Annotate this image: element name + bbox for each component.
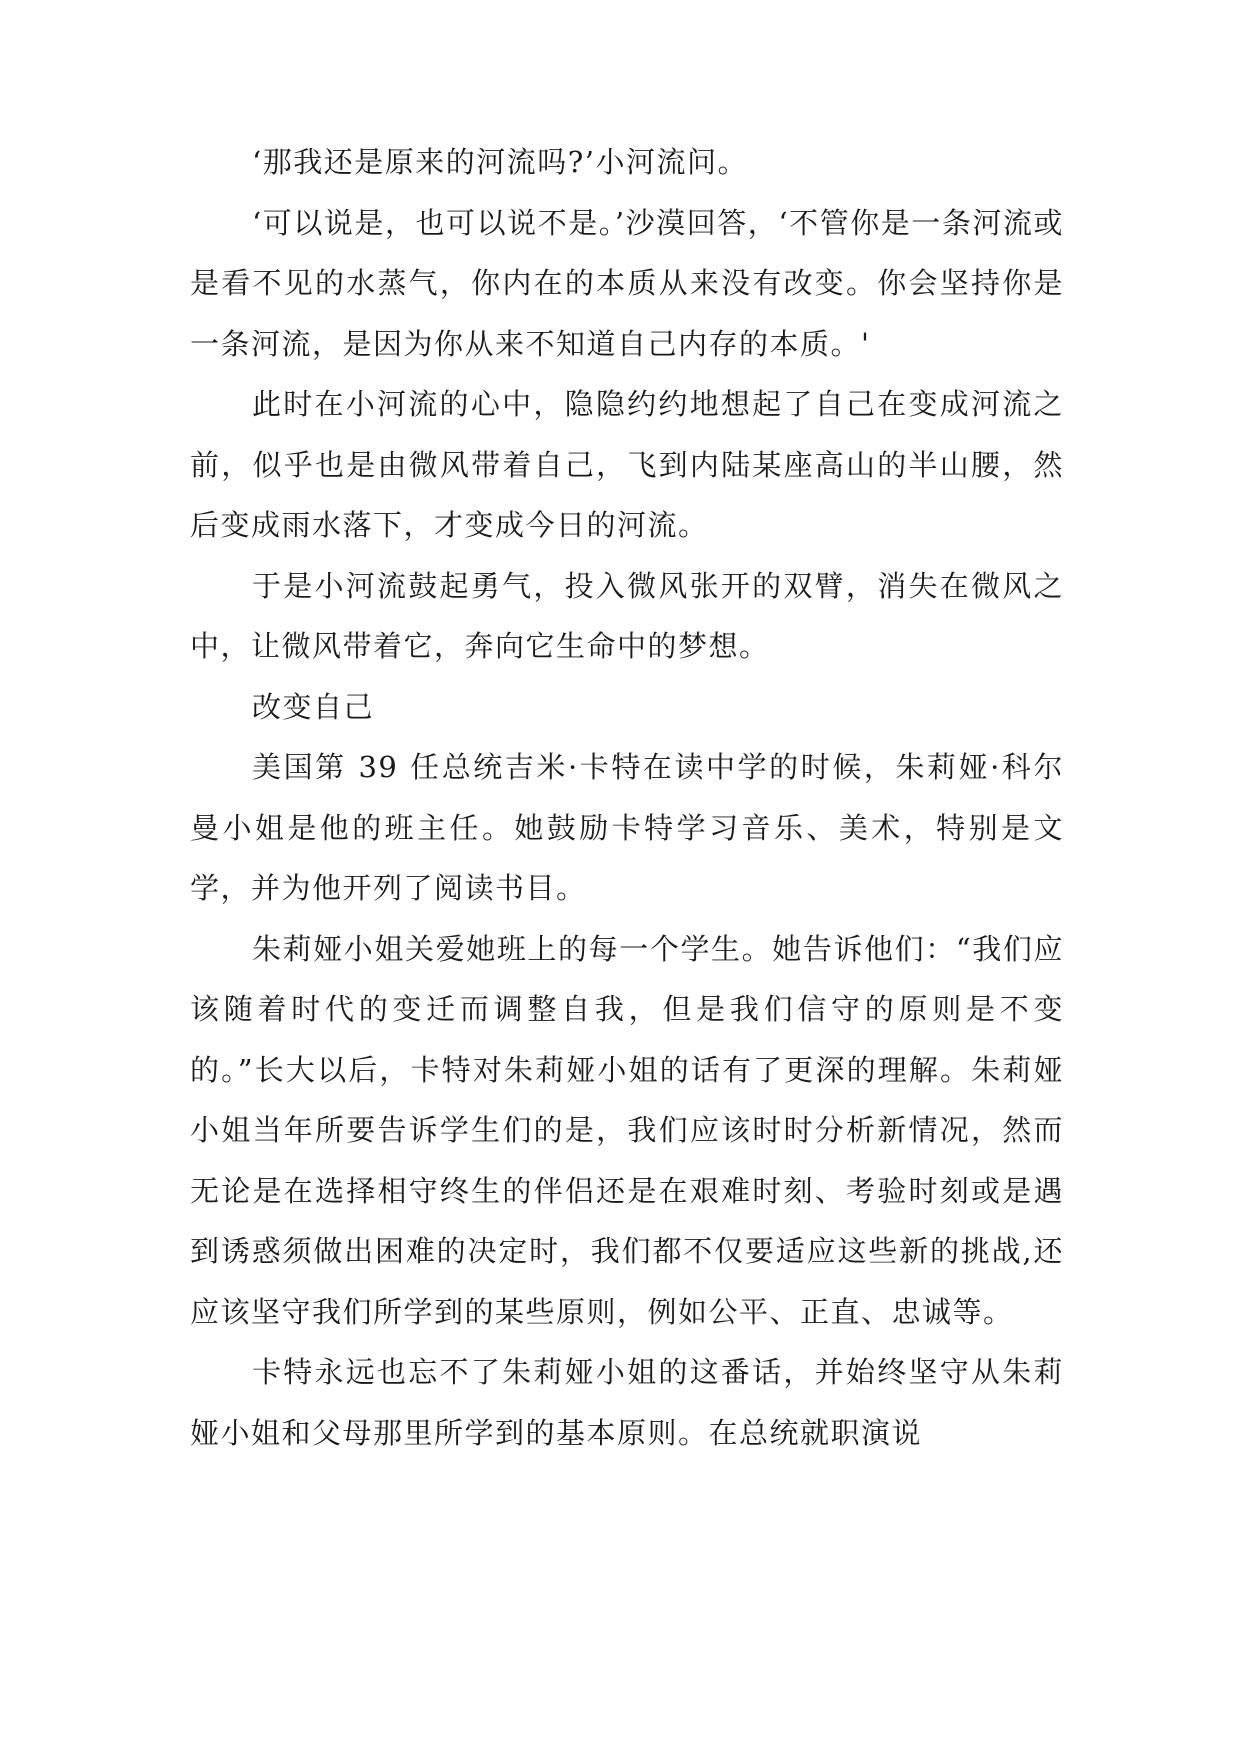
section-heading: 改变自己 [252, 689, 375, 724]
paragraph: ‘可以说是，也可以说不是。’沙漠回答，‘不管你是一条河流或是看不见的水蒸气，你内在的本质从来没有改变。你会坚持你是一条河流，是因为你从来不知道自己内存的本质。' [190, 205, 1064, 361]
paragraph: 朱莉娅小姐关爱她班上的每一个学生。她告诉他们：“我们应该随着时代的变迁而调整自我，但是我们信守的原则是不变的。”长大以后，卡特对朱莉娅小姐的话有了更深的理解。朱莉娅小姐当年所要告诉学生们的是，我们应该时时分析新情况，然而无论是在选择相守终生的伴侣还是在艰难时刻、考验时刻或是遇到诱惑须做出困难的决定时，我们都不仅要适应这些新的挑战,还应该坚守我们所学到的某些原则，例如公平、正直、忠诚等。 [190, 931, 1064, 1329]
paragraph: 此时在小河流的心中，隐隐约约地想起了自己在变成河流之前，似乎也是由微风带着自己，飞到内陆某座高山的半山腰，然后变成雨水落下，才变成今日的河流。 [190, 387, 1064, 542]
paragraph: 于是小河流鼓起勇气，投入微风张开的双臂，消失在微风之中，让微风带着它，奔向它生命中的梦想。 [190, 568, 1064, 663]
paragraph: ‘那我还是原来的河流吗?’小河流问。 [252, 145, 748, 179]
paragraph: 卡特永远也忘不了朱莉娅小姐的这番话，并始终坚守从朱莉娅小姐和父母那里所学到的基本原则。在总统就职演说 [190, 1355, 1064, 1450]
paragraph: 美国第 39 任总统吉米·卡特在读中学的时候，朱莉娅·科尔曼小姐是他的班主任。她鼓励卡特学习音乐、美术，特别是文学，并为他开列了阅读书目。 [190, 750, 1064, 905]
document-page [190, 132, 1064, 1463]
